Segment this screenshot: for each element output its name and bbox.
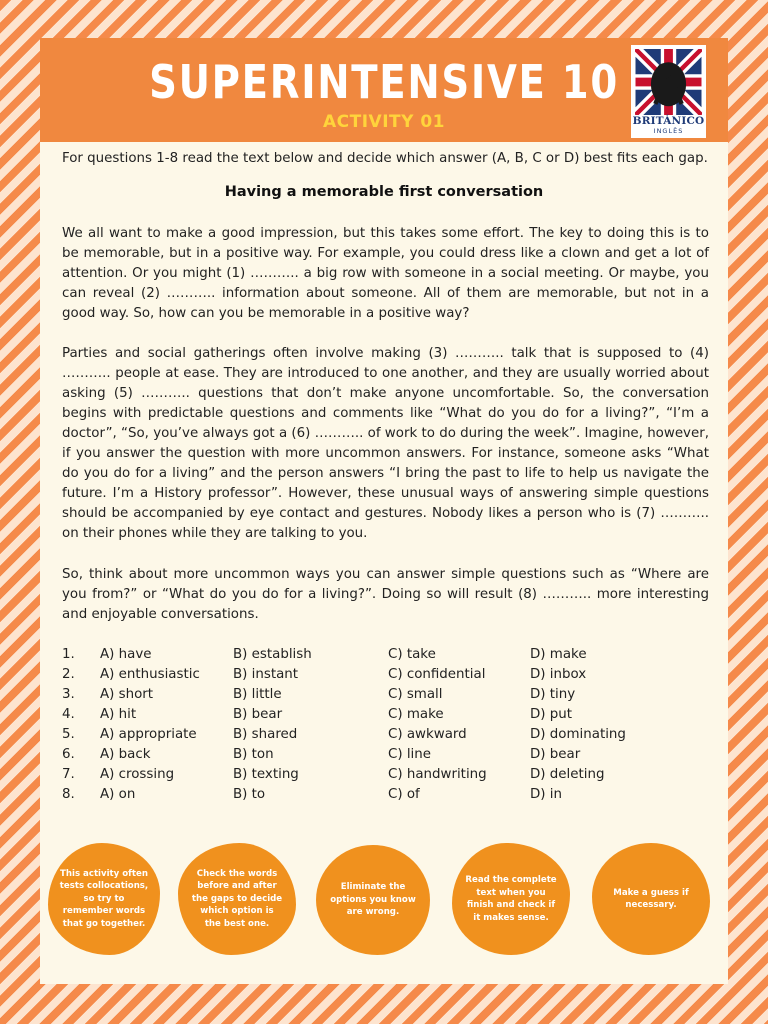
- option-d: D) put: [530, 707, 573, 722]
- tip-line: which option is: [200, 906, 274, 917]
- tip-line: so try to: [83, 893, 125, 904]
- tip-line: are wrong.: [346, 907, 400, 918]
- question-number: 1.: [62, 647, 75, 662]
- tip-bubble: [452, 843, 570, 955]
- option-b: B) establish: [233, 647, 312, 662]
- tip-bubble: [316, 845, 430, 955]
- option-b: B) bear: [233, 707, 283, 722]
- tip-line: Check the words: [196, 868, 278, 879]
- option-row: [62, 685, 712, 705]
- option-d: D) inbox: [530, 667, 587, 682]
- answer-options: [62, 645, 712, 805]
- option-row: [62, 645, 712, 665]
- option-c: C) make: [388, 707, 444, 722]
- option-b: B) instant: [233, 667, 299, 682]
- britanico-logo: [631, 45, 706, 138]
- tip-bubble: [48, 843, 160, 955]
- tip-line: This activity often: [60, 868, 148, 879]
- tip-line: it makes sense.: [473, 912, 549, 923]
- option-c: C) handwriting: [388, 767, 487, 782]
- option-b: B) to: [233, 787, 266, 802]
- option-b: B) ton: [233, 747, 274, 762]
- logo-name: BRITÁNICO: [632, 115, 705, 127]
- option-row: [62, 745, 712, 765]
- option-row: [62, 725, 712, 745]
- union-jack-lion-logo-icon: [635, 49, 702, 115]
- option-b: B) texting: [233, 767, 299, 782]
- tip-line: remember words: [62, 906, 146, 917]
- option-a: A) crossing: [100, 767, 175, 782]
- option-c: C) of: [388, 787, 420, 802]
- tip-line: before and after: [197, 881, 277, 892]
- tip-line: the best one.: [204, 918, 270, 929]
- tip-line: tests collocations,: [59, 881, 149, 892]
- header-banner: [40, 38, 728, 142]
- page-title: SUPERINTENSIVE 10: [149, 55, 619, 109]
- question-number: 8.: [62, 787, 75, 802]
- tip-line: necessary.: [625, 900, 677, 910]
- paragraph-2: Parties and social gatherings often involve making (3) ……….. talk that is supposed to (4) ……….. people at ease. They are introduced to one another, and they are usually worried about asking (5) ……….. questions that don’t make anyone uncomfortable. So, the conversation begins with predictable questions and comments like “What do you do for a living?”, “I’m a doctor”, “So, you’ve always got a (6) ……….. of work to do during the week”. Imagine, however, if you answer the question with more uncommon answers. For instance, someone asks “What do you do for a living” and the person answers “I bring the past to life to help us navigate the future. I’m a History professor”. However, these unusual ways of answering simple questions should be accompanied by eye contact and gestures. Nobody likes a person who is (7) ……….. on their phones while they are talking to you.: [62, 346, 709, 541]
- option-row: [62, 665, 712, 685]
- option-row: [62, 785, 712, 805]
- option-a: A) short: [100, 687, 154, 702]
- option-c: C) take: [388, 647, 436, 662]
- option-a: A) back: [100, 747, 151, 762]
- option-d: D) make: [530, 647, 587, 662]
- option-c: C) line: [388, 747, 431, 762]
- tips-row: [40, 833, 728, 963]
- option-c: C) confidential: [388, 667, 486, 682]
- question-number: 6.: [62, 747, 75, 762]
- paragraph-1: We all want to make a good impression, but this takes some effort. The key to doing this is to be memorable, but in a positive way. For example, you could dress like a clown and get a lot of attention. Or you might (1) ……….. a big row with someone in a social meeting. Or maybe, you can reveal (2) ……….. information about someone. All of them are memorable, but not in a good way. So, how can you be memorable in a positive way?: [62, 226, 709, 321]
- option-c: C) awkward: [388, 727, 467, 742]
- option-a: A) hit: [100, 707, 137, 722]
- tip-line: options you know: [330, 894, 416, 905]
- option-a: A) have: [100, 647, 152, 662]
- question-number: 5.: [62, 727, 75, 742]
- question-number: 7.: [62, 767, 75, 782]
- tip-line: Eliminate the: [340, 882, 406, 893]
- instructions: For questions 1-8 read the text below and decide which answer (A, B, C or D) best fits each gap.: [62, 151, 708, 166]
- logo-subtitle: INGLÊS: [653, 127, 684, 135]
- option-b: B) little: [233, 687, 282, 702]
- tip-line: the gaps to decide: [191, 893, 283, 904]
- text-heading: Having a memorable first conversation: [224, 184, 544, 200]
- option-a: A) on: [100, 787, 136, 802]
- tip-line: Make a guess if: [613, 887, 689, 898]
- tip-line: text when you: [476, 887, 546, 898]
- tip-line: that go together.: [62, 918, 146, 929]
- tip-line: Read the complete: [465, 875, 557, 885]
- option-row: [62, 705, 712, 725]
- tip-bubble: [178, 843, 296, 955]
- option-d: D) bear: [530, 747, 581, 762]
- activity-label: ACTIVITY 01: [322, 112, 446, 132]
- worksheet-page: [40, 38, 728, 984]
- question-number: 4.: [62, 707, 75, 722]
- paragraph-3: So, think about more uncommon ways you can answer simple questions such as “Where are you from?” or “What do you do for a living?”. Doing so will result (8) ……….. more interesting and enjoyable conversations.: [62, 567, 709, 622]
- tip-line: finish and check if: [466, 900, 556, 910]
- option-d: D) in: [530, 787, 562, 802]
- question-number: 3.: [62, 687, 75, 702]
- option-b: B) shared: [233, 727, 298, 742]
- option-a: A) appropriate: [100, 727, 197, 742]
- tip-bubble: [592, 843, 710, 955]
- option-a: A) enthusiastic: [100, 667, 200, 682]
- option-d: D) tiny: [530, 687, 576, 702]
- option-d: D) dominating: [530, 727, 626, 742]
- option-c: C) small: [388, 687, 443, 702]
- option-row: [62, 765, 712, 785]
- question-number: 2.: [62, 667, 75, 682]
- option-d: D) deleting: [530, 767, 605, 782]
